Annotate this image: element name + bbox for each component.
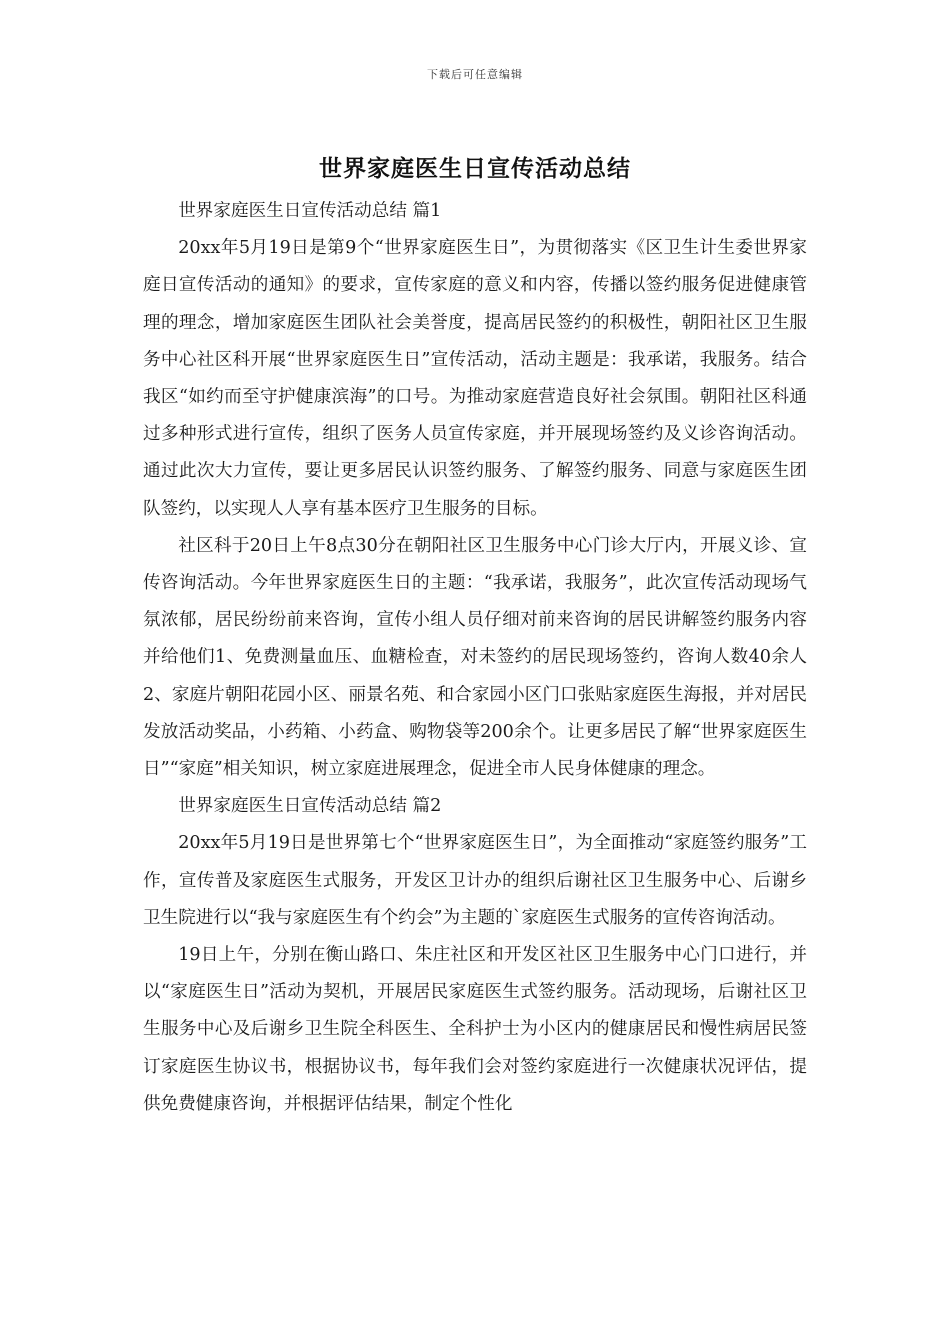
section-heading-2: 世界家庭医生日宣传活动总结 篇2 bbox=[178, 796, 442, 817]
header-note: 下载后可任意编辑 bbox=[427, 68, 523, 81]
paragraph: 社区科于20日上午8点30分在朝阳社区卫生服务中心门诊大厅内，开展义诊、宣传咨询活动。今年世界家庭医生日的主题：“我承诺，我服务”，此次宣传活动现场气氛浓郁，居民纷纷前来咨询，宣传小组人员仔细对前来咨询的居民讲解签约服务内容并给他们1、免费测量血压、血糖检查，对未签约的居民现场签约，咨询人数40余人2、家庭片朝阳花园小区、丽景名苑、和合家园小区门口张贴家庭医生海报，并对居民发放活动奖品，小药箱、小药盒、购物袋等200余个。让更多居民了解“世界家庭医生日”“家庭”相关知识，树立家庭进展理念，促进全市人民身体健康的理念。 bbox=[143, 535, 807, 780]
paragraph: 19日上午，分别在衡山路口、朱庄社区和开发区社区卫生服务中心门口进行，并以“家庭医生日”活动为契机，开展居民家庭医生式签约服务。活动现场，后谢社区卫生服务中心及后谢乡卫生院全科医生、全科护士为小区内的健康居民和慢性病居民签订家庭医生协议书，根据协议书，每年我们会对签约家庭进行一次健康状况评估，提供免费健康咨询，并根据评估结果，制定个性化 bbox=[143, 945, 807, 1114]
paragraph: 20xx年5月19日是世界第七个“世界家庭医生日”，为全面推动“家庭签约服务”工作，宣传普及家庭医生式服务，开发区卫计办的组织后谢社区卫生服务中心、后谢乡卫生院进行以“我与家庭医生有个约会”为主题的`家庭医生式服务的宣传咨询活动。 bbox=[143, 833, 807, 928]
section-heading-1: 世界家庭医生日宣传活动总结 篇1 bbox=[178, 201, 442, 221]
document-title: 世界家庭医生日宣传活动总结 bbox=[319, 155, 631, 182]
paragraph: 20xx年5月19日是第9个“世界家庭医生日”，为贯彻落实《区卫生计生委世界家庭日宣传活动的通知》的要求，宣传家庭的意义和内容，传播以签约服务促进健康管理的理念，增加家庭医生团队社会美誉度，提高居民签约的积极性，朝阳社区卫生服务中心社区科开展“世界家庭医生日”宣传活动，活动主题是：我承诺，我服务。结合我区“如约而至守护健康滨海”的口号。为推动家庭营造良好社会氛围。朝阳社区科通过多种形式进行宣传，组织了医务人员宣传家庭，并开展现场签约及义诊咨询活动。通过此次大力宣传，要让更多居民认识签约服务、了解签约服务、同意与家庭医生团队签约，以实现人人享有基本医疗卫生服务的目标。 bbox=[143, 238, 807, 519]
document-body bbox=[143, 193, 807, 1123]
